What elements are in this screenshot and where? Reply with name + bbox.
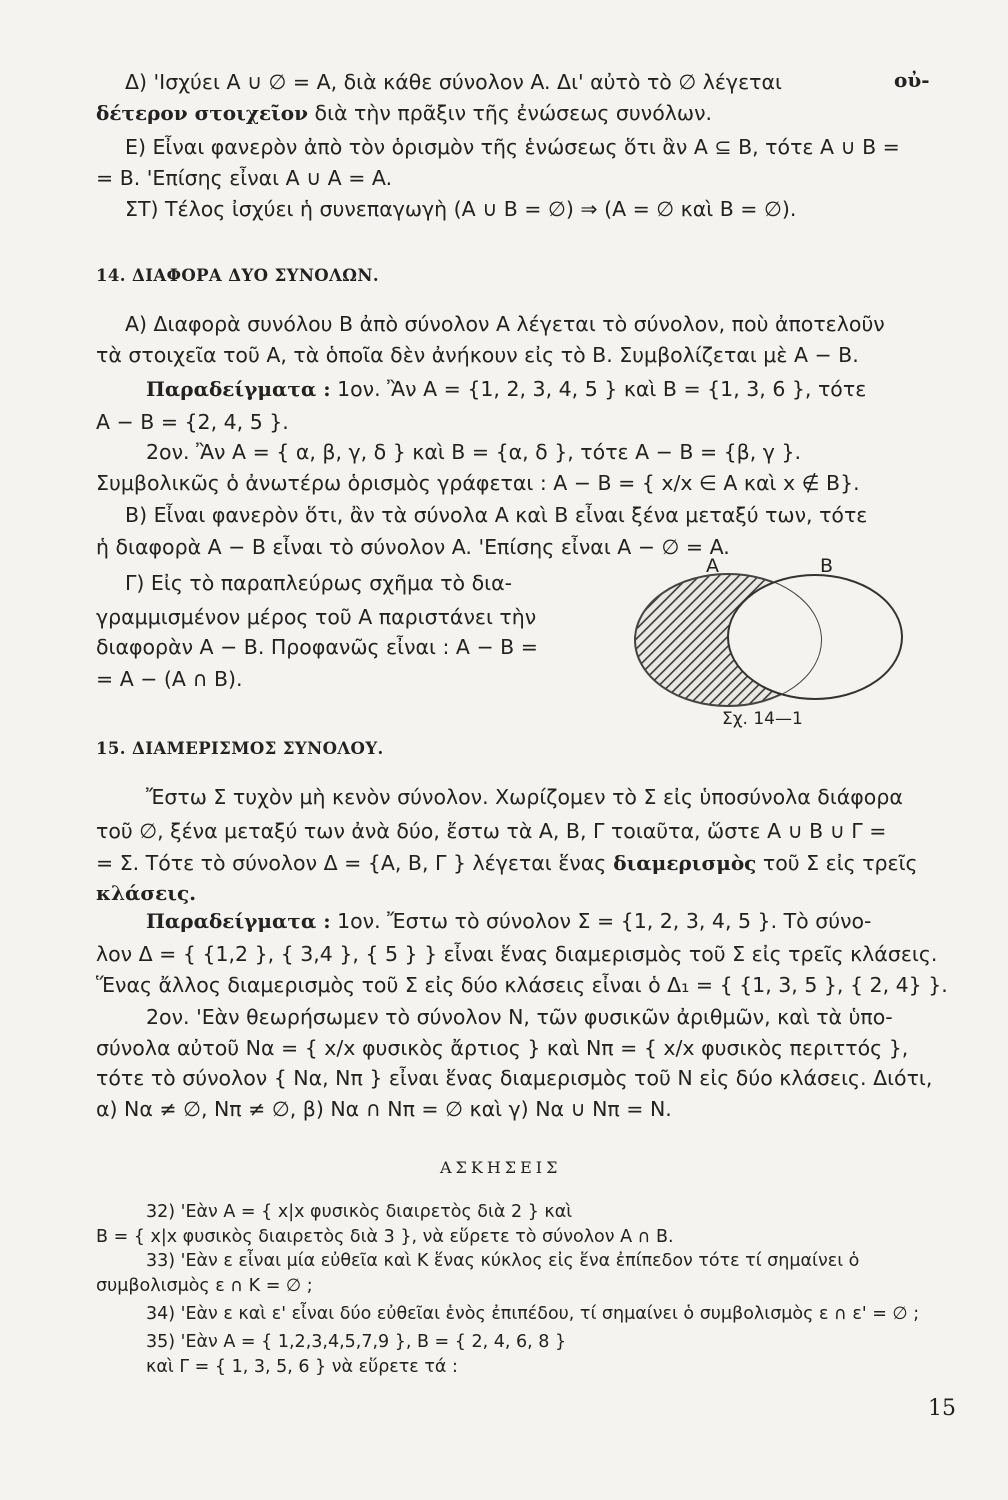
exercise-line: 32) 'Εὰν A = { x|x φυσικὸς διαιρετὸς διὰ 2 } καὶ — [146, 1202, 573, 1222]
exercise-line: 34) 'Εὰν ε καὶ ε' εἶναι δύο εὐθεῖαι ἑνὸς ἐπιπέδου, τί σημαίνει ὁ συμβολισμὸς ε ∩ ε' = ∅ ; — [146, 1304, 920, 1324]
text-line: = B. 'Επίσης εἶναι A ∪ A = A. — [96, 166, 393, 190]
text-line: τοῦ ∅, ξένα μεταξύ των ἀνὰ δύο, ἔστω τὰ A, B, Γ τοιαῦτα, ὥστε A ∪ B ∪ Γ = — [96, 819, 887, 843]
text-line: τότε τὸ σύνολον { Nα, Nπ } εἶναι ἕνας διαμερισμὸς τοῦ N εἰς δύο κλάσεις. Διότι, — [96, 1066, 933, 1090]
figure-label-a: A — [706, 555, 719, 577]
figure-label-b: B — [820, 555, 834, 577]
exercises-heading: ΑΣΚΗΣΕΙΣ — [440, 1158, 562, 1177]
text-line: ἡ διαφορὰ A − B εἶναι τὸ σύνολον A. 'Επίσης εἶναι A − ∅ = A. — [96, 535, 730, 559]
examples-label: Παραδείγματα : — [146, 909, 331, 933]
venn-diagram — [630, 555, 930, 735]
exercise-line: συμβολισμὸς ε ∩ K = ∅ ; — [96, 1276, 313, 1296]
text-line: = A − (A ∩ B). — [96, 667, 243, 691]
exercise-line: 33) 'Εὰν ε εἶναι μία εὐθεῖα καὶ K ἕνας κύκλος εἰς ἕνα ἐπίπεδον τότε τί σημαίνει ὁ — [146, 1251, 860, 1271]
text-line: E) Εἶναι φανερὸν ἀπὸ τὸν ὁρισμὸν τῆς ἑνώσεως ὅτι ἂν A ⊆ B, τότε A ∪ B = — [125, 135, 900, 159]
text-line — [96, 853, 918, 874]
text-line: Ἔστω Σ τυχὸν μὴ κενὸν σύνολον. Χωρίζομεν τὸ Σ εἰς ὑποσύνολα διάφορα — [146, 785, 903, 809]
term-neutral-element: δέτερον στοιχεῖον — [96, 101, 309, 125]
examples-label: Παραδείγματα : — [146, 377, 331, 401]
page-number: 15 — [928, 1396, 956, 1421]
line-segment: τοῦ Σ εἰς τρεῖς — [756, 851, 918, 875]
text-line: διαφορὰν A − B. Προφανῶς εἶναι : A − B = — [96, 635, 538, 659]
text-line-bold: οὐ- — [894, 68, 930, 92]
line-segment: Δ) 'Ισχύει A ∪ ∅ = A, διὰ κάθε σύνολον A. Δι' αὐτὸ τὸ ∅ λέγεται — [125, 70, 782, 94]
text-line: Ἕνας ἄλλος διαμερισμὸς τοῦ Σ εἰς δύο κλάσεις εἶναι ὁ Δ₁ = { {1, 3, 5 }, { 2, 4} }. — [96, 973, 948, 997]
figure-caption: Σχ. 14—1 — [722, 709, 803, 729]
text-line: 2ον. Ἂν A = { α, β, γ, δ } καὶ B = {α, δ }, τότε A − B = {β, γ }. — [146, 440, 801, 464]
text-line — [96, 103, 712, 124]
text-line: A − B = {2, 4, 5 }. — [96, 410, 289, 434]
line-segment: 1ον. Ἂν A = {1, 2, 3, 4, 5 } καὶ B = {1, 3, 6 }, τότε — [330, 377, 867, 401]
venn-diagram-svg — [630, 555, 930, 735]
text-line: λον Δ = { {1,2 }, { 3,4 }, { 5 } } εἶναι ἕνας διαμερισμὸς τοῦ Σ εἰς τρεῖς κλάσεις. — [96, 942, 938, 966]
text-line — [146, 911, 871, 932]
term-classes: κλάσεις. — [96, 881, 197, 905]
term-partition: διαμερισμὸς — [606, 851, 757, 875]
exercise-line: B = { x|x φυσικὸς διαιρετὸς διὰ 3 }, νὰ εὕρετε τὸ σύνολον A ∩ B. — [96, 1227, 674, 1247]
line-segment: = Σ. Τότε τὸ σύνολον Δ = {A, B, Γ } λέγεται ἕνας — [96, 851, 607, 875]
line-segment: διὰ τὴν πρᾶξιν τῆς ἐνώσεως συνόλων. — [308, 101, 713, 125]
text-line — [125, 72, 782, 93]
text-line: Συμβολικῶς ὁ ἀνωτέρω ὁρισμὸς γράφεται : A − B = { x/x ∈ A καὶ x ∉ B}. — [96, 471, 860, 495]
text-line: ΣΤ) Τέλος ἰσχύει ἡ συνεπαγωγὴ (A ∪ B = ∅) ⇒ (A = ∅ καὶ B = ∅). — [125, 197, 797, 221]
section-title-15: 15. ΔΙΑΜΕΡΙΣΜΟΣ ΣΥΝΟΛΟΥ. — [96, 739, 384, 758]
exercise-line: 35) 'Εὰν A = { 1,2,3,4,5,7,9 }, B = { 2, 4, 6, 8 } — [146, 1332, 567, 1352]
exercise-line: καὶ Γ = { 1, 3, 5, 6 } νὰ εὕρετε τά : — [146, 1357, 458, 1377]
text-line: Γ) Εἰς τὸ παραπλεύρως σχῆμα τὸ δια- — [125, 571, 512, 595]
text-line: σύνολα αὐτοῦ Nα = { x/x φυσικὸς ἄρτιος } καὶ Nπ = { x/x φυσικὸς περιττός }, — [96, 1036, 909, 1060]
text-line: α) Nα ≠ ∅, Nπ ≠ ∅, β) Nα ∩ Nπ = ∅ καὶ γ) Nα ∪ Nπ = N. — [96, 1097, 672, 1121]
section-title-14: 14. ΔΙΑΦΟΡΑ ΔΥΟ ΣΥΝΟΛΩΝ. — [96, 266, 379, 285]
text-line: B) Εἶναι φανερὸν ὅτι, ἂν τὰ σύνολα A καὶ B εἶναι ξένα μεταξύ των, τότε — [125, 503, 868, 527]
text-line — [146, 379, 866, 400]
text-line: 2ον. 'Εὰν θεωρήσωμεν τὸ σύνολον N, τῶν φυσικῶν ἀριθμῶν, καὶ τὰ ὑπο- — [146, 1005, 893, 1029]
text-line: A) Διαφορὰ συνόλου B ἀπὸ σύνολον A λέγεται τὸ σύνολον, ποὺ ἀποτελοῦν — [125, 312, 885, 336]
text-line: γραμμισμένον μέρος τοῦ A παριστάνει τὴν — [96, 605, 537, 629]
line-segment: 1ον. Ἔστω τὸ σύνολον Σ = {1, 2, 3, 4, 5 }. Τὸ σύνο- — [330, 909, 872, 933]
text-line: τὰ στοιχεῖα τοῦ A, τὰ ὁποῖα δὲν ἀνήκουν εἰς τὸ B. Συμβολίζεται μὲ A − B. — [96, 343, 859, 367]
